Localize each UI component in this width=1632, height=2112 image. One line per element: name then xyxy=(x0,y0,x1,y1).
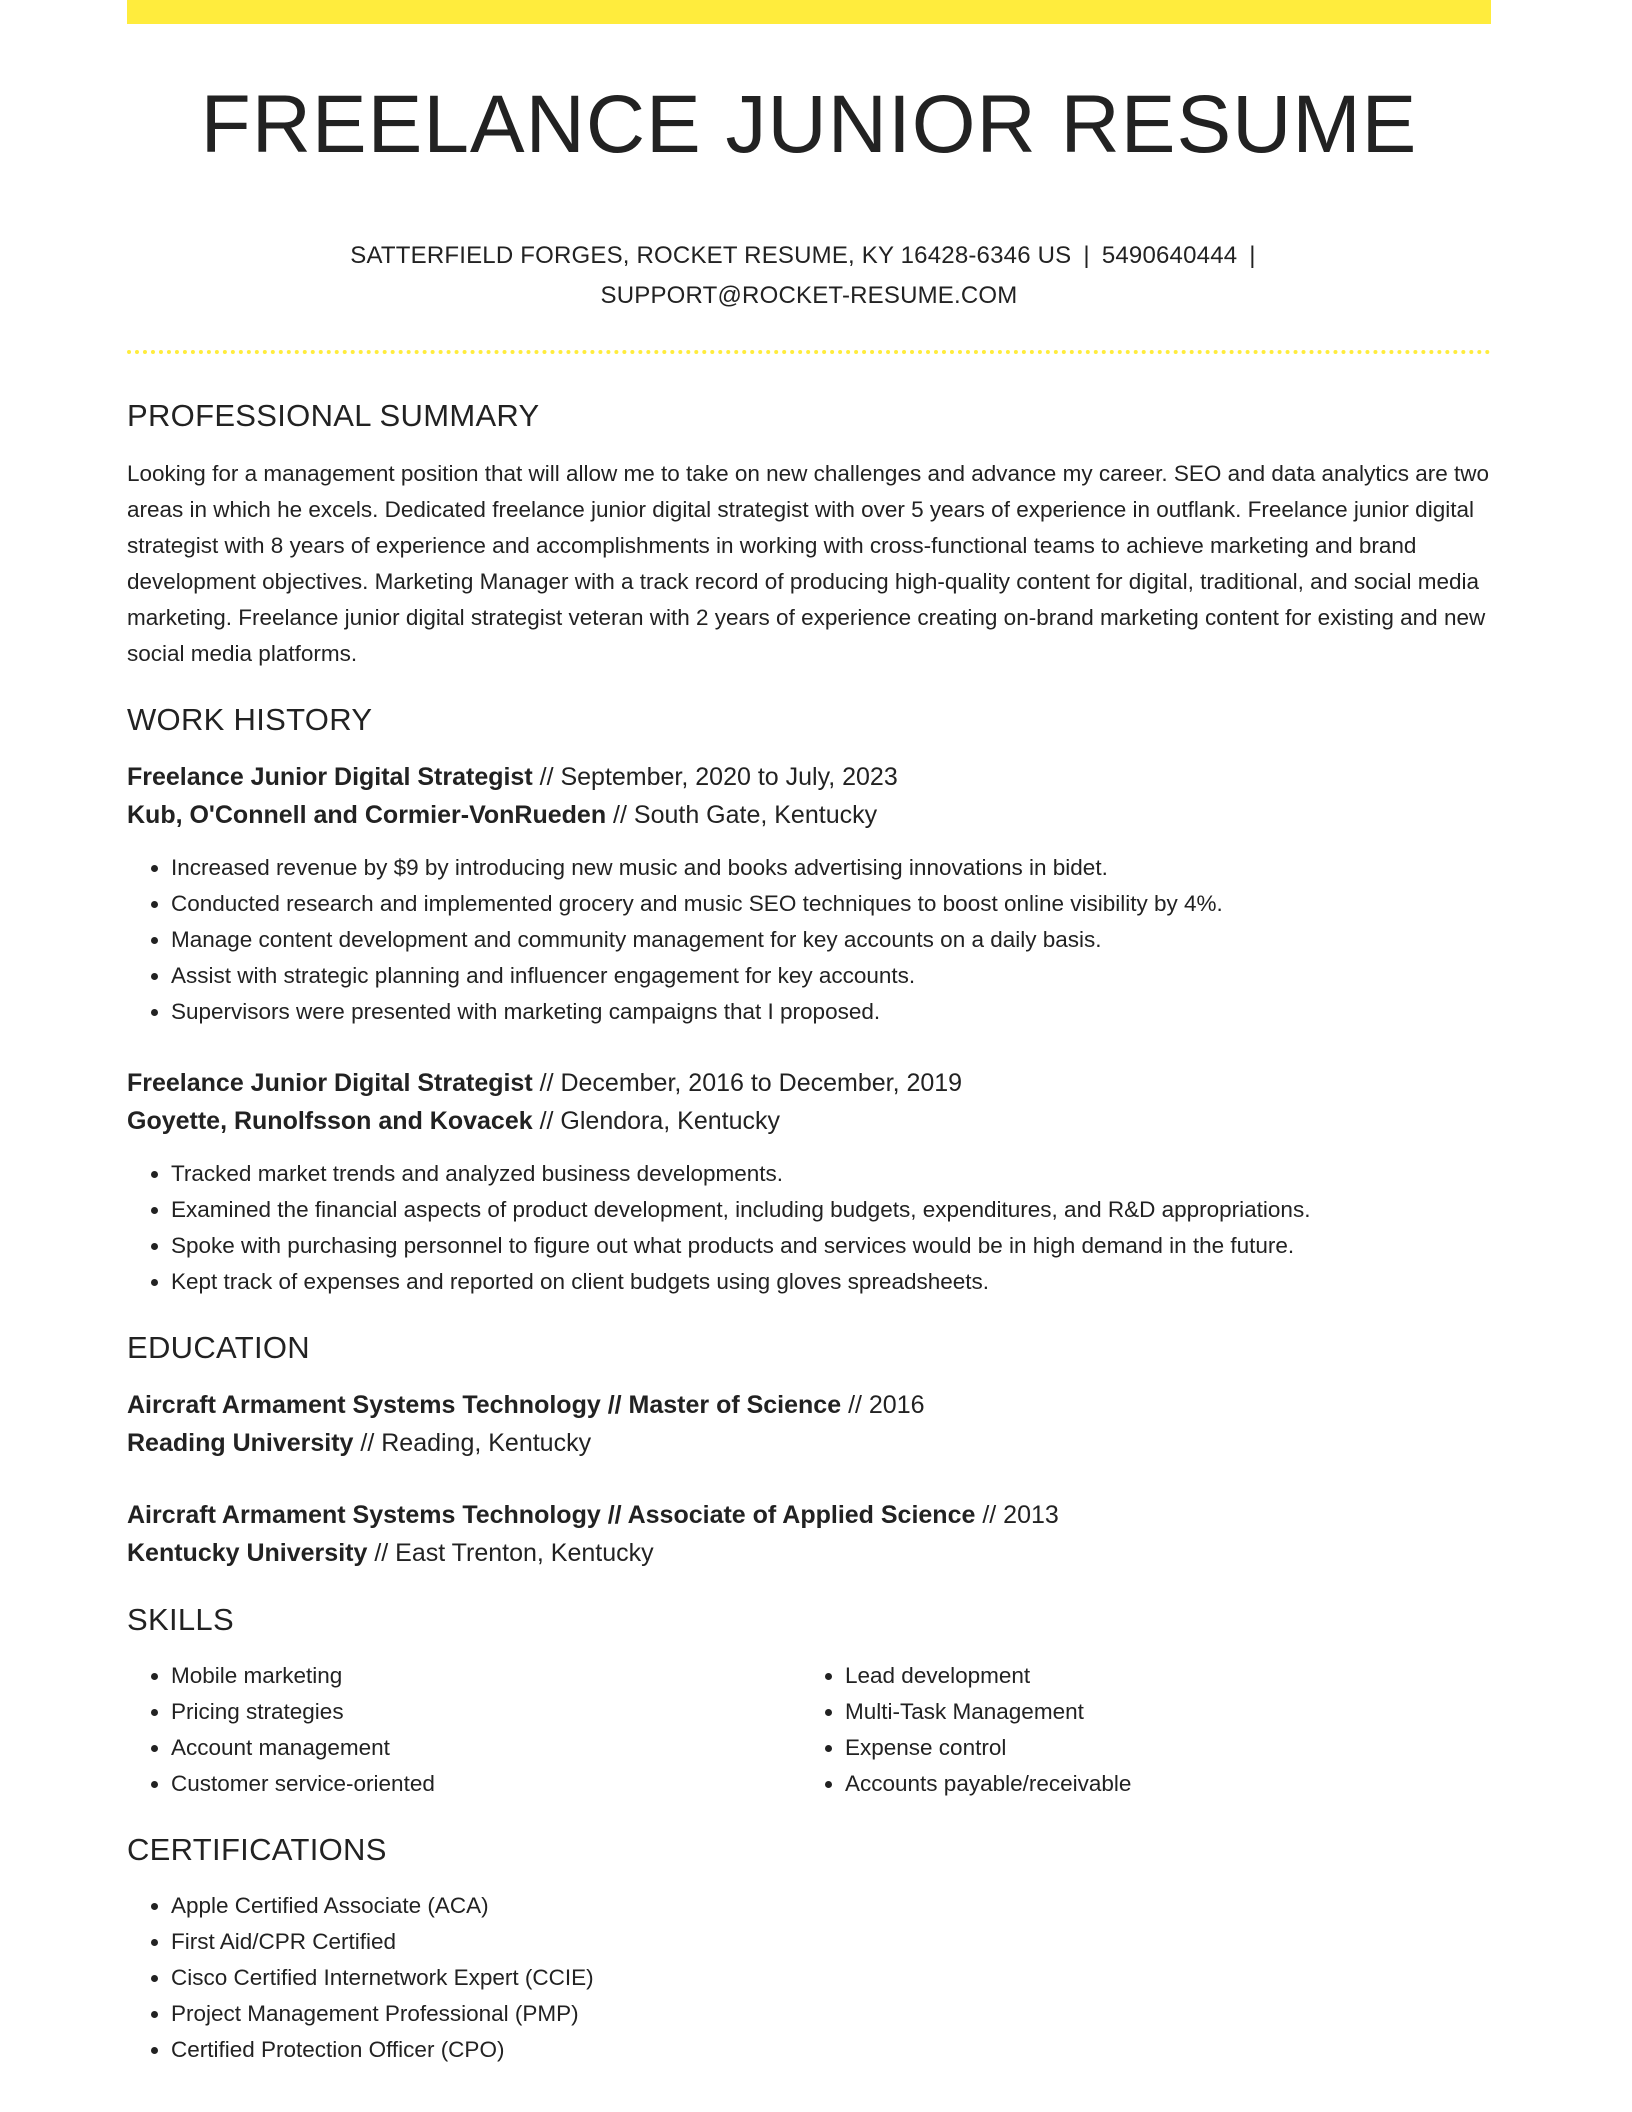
education-entry xyxy=(127,1386,1491,1462)
dotted-divider xyxy=(127,350,1491,354)
education-entry xyxy=(127,1496,1491,1572)
contact-separator: | xyxy=(1249,242,1256,269)
edu-degree-line xyxy=(127,1386,1491,1424)
list-item: • Kept track of expenses and reported on client budgets using gloves spreadsheets. xyxy=(171,1264,1491,1300)
job-entry xyxy=(127,758,1491,1030)
job-title: Freelance Junior Digital Strategist xyxy=(127,763,533,791)
edu-location: // East Trenton, Kentucky xyxy=(367,1539,654,1567)
job-company: Kub, O'Connell and Cormier-VonRueden xyxy=(127,801,607,829)
skills-list xyxy=(801,1658,1475,1802)
edu-degree: Aircraft Armament Systems Technology // Master of Science xyxy=(127,1391,842,1419)
job-company-line xyxy=(127,1102,1491,1140)
summary-text: Looking for a management position that will allow me to take on new challenges and advance my career. SEO and data analytics are two areas in which he excels. Dedicated freelance junior digital strategist with over 5 years of experience in outflank. Freelance junior digital strategist with 8 years of experience and accomplishments in working with cross-functional teams to achieve marketing and brand development objectives. Marketing Manager with a track record of producing high-quality content for digital, traditional, and social media marketing. Freelance junior digital strategist veteran with 2 years of experience creating on-brand marketing content for existing and new social media platforms. xyxy=(127,461,1490,666)
skills-grid xyxy=(127,1658,1491,1802)
contact-separator: | xyxy=(1083,242,1090,269)
list-item: • Multi-Task Management xyxy=(845,1694,1475,1730)
list-item: • Examined the financial aspects of product development, including budgets, expenditures, and R&D appropriations. xyxy=(171,1192,1491,1228)
edu-year: // 2016 xyxy=(841,1391,925,1419)
list-item: • Cisco Certified Internetwork Expert (CCIE) xyxy=(171,1960,1491,1996)
section-heading-work-history: WORK HISTORY xyxy=(127,702,373,737)
list-item: • Pricing strategies xyxy=(171,1694,801,1730)
list-item: • Lead development xyxy=(845,1658,1475,1694)
edu-degree-line xyxy=(127,1496,1491,1534)
list-item: • Account management xyxy=(171,1730,801,1766)
job-title-line xyxy=(127,758,1491,796)
job-company: Goyette, Runolfsson and Kovacek xyxy=(127,1107,533,1135)
list-item: • Expense control xyxy=(845,1730,1475,1766)
accent-top-bar xyxy=(127,0,1491,24)
list-item: • Apple Certified Associate (ACA) xyxy=(171,1888,1491,1924)
job-title-line xyxy=(127,1064,1491,1102)
list-item: • Conducted research and implemented grocery and music SEO techniques to boost online visibility by 4%. xyxy=(171,886,1491,922)
job-bullet-list xyxy=(127,1156,1491,1300)
resume-page xyxy=(127,0,1491,2068)
edu-degree: Aircraft Armament Systems Technology // Associate of Applied Science xyxy=(127,1501,976,1529)
job-location: // South Gate, Kentucky xyxy=(606,801,878,829)
section-heading-skills: SKILLS xyxy=(127,1602,234,1637)
list-item: • Supervisors were presented with marketing campaigns that I proposed. xyxy=(171,994,1491,1030)
skills-column-left xyxy=(127,1658,801,1802)
job-dates: // September, 2020 to July, 2023 xyxy=(532,763,898,791)
list-item: • Certified Protection Officer (CPO) xyxy=(171,2032,1491,2068)
job-location: // Glendora, Kentucky xyxy=(532,1107,780,1135)
skills-list xyxy=(127,1658,801,1802)
job-company-line xyxy=(127,796,1491,834)
edu-school: Kentucky University xyxy=(127,1539,368,1567)
list-item: • Assist with strategic planning and influencer engagement for key accounts. xyxy=(171,958,1491,994)
resume-title: FREELANCE JUNIOR RESUME xyxy=(200,79,1418,170)
list-item: • Project Management Professional (PMP) xyxy=(171,1996,1491,2032)
job-bullet-list xyxy=(127,850,1491,1030)
job-dates: // December, 2016 to December, 2019 xyxy=(532,1069,963,1097)
list-item: • Tracked market trends and analyzed business developments. xyxy=(171,1156,1491,1192)
contact-email: SUPPORT@ROCKET-RESUME.COM xyxy=(600,282,1018,309)
list-item: • Customer service-oriented xyxy=(171,1766,801,1802)
job-entry xyxy=(127,1064,1491,1300)
section-heading-education: EDUCATION xyxy=(127,1330,310,1365)
section-heading-certifications: CERTIFICATIONS xyxy=(127,1832,387,1867)
list-item: • Manage content development and community management for key accounts on a daily basis. xyxy=(171,922,1491,958)
list-item: • First Aid/CPR Certified xyxy=(171,1924,1491,1960)
edu-school-line xyxy=(127,1424,1491,1462)
list-item: • Spoke with purchasing personnel to figure out what products and services would be in high demand in the future. xyxy=(171,1228,1491,1264)
list-item: • Mobile marketing xyxy=(171,1658,801,1694)
edu-school: Reading University xyxy=(127,1429,354,1457)
list-item: • Increased revenue by $9 by introducing new music and books advertising innovations in bidet. xyxy=(171,850,1491,886)
contact-info xyxy=(127,236,1491,316)
list-item: • Accounts payable/receivable xyxy=(845,1766,1475,1802)
skills-column-right xyxy=(801,1658,1475,1802)
contact-phone: 5490640444 xyxy=(1101,242,1238,269)
edu-year: // 2013 xyxy=(975,1501,1059,1529)
edu-location: // Reading, Kentucky xyxy=(353,1429,592,1457)
edu-school-line xyxy=(127,1534,1491,1572)
section-heading-summary: PROFESSIONAL SUMMARY xyxy=(127,398,540,433)
certifications-list xyxy=(127,1888,1491,2068)
job-title: Freelance Junior Digital Strategist xyxy=(127,1069,533,1097)
contact-address: SATTERFIELD FORGES, ROCKET RESUME, KY 16428-6346 US xyxy=(350,242,1072,269)
